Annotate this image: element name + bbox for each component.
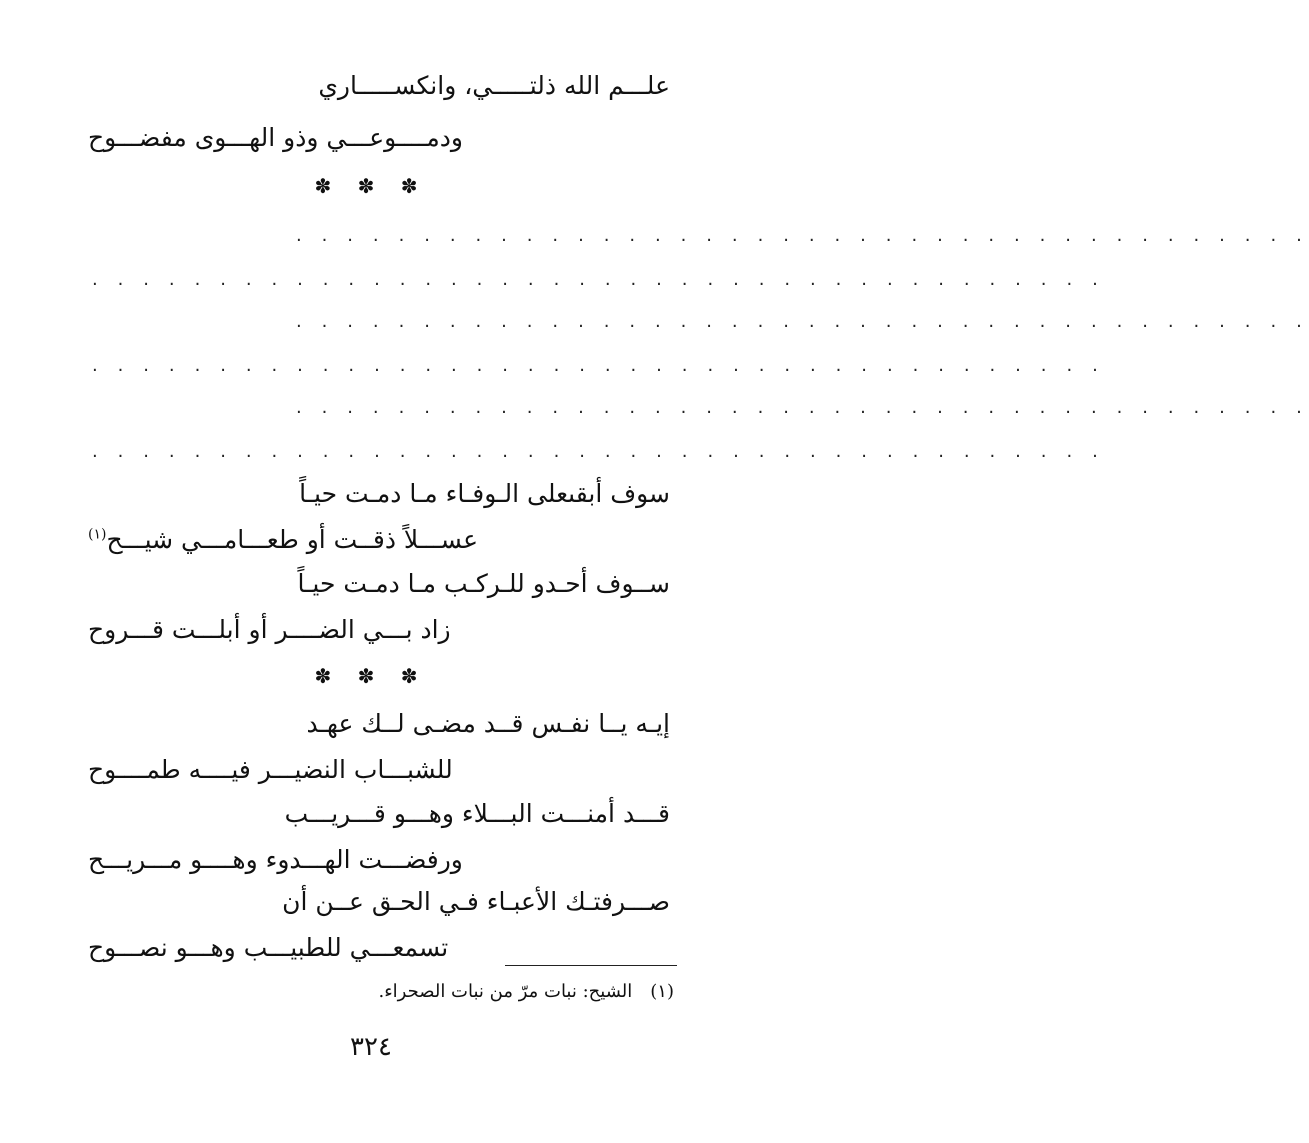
section-separator: ✽ ✽ ✽ xyxy=(314,664,428,688)
verse-line-5-first-hemistich: قـــد أمنـــت البـــلاء وهـــو قـــريـــب xyxy=(284,799,670,828)
omitted-verse-dots: . . . . . . . . . . . . . . . . . . . . . . . . . . . . . . . . . . . . . . . . xyxy=(296,311,1309,332)
verse-line-1-first-hemistich: علـــم الله ذلتـــــي، وانكســـــاري xyxy=(318,71,670,100)
verse-line-3-first-hemistich: ســوف أحـدو للـركـب مـا دمـت حيـاً xyxy=(297,569,670,598)
verse-line-3-second-hemistich: زاد بـــي الضــــر أو أبلـــت قـــروح xyxy=(88,615,451,644)
omitted-verse-dots: . . . . . . . . . . . . . . . . . . . . . . . . . . . . . . . . . . . . . . . . xyxy=(92,441,1105,462)
footnote-divider xyxy=(505,965,677,966)
verse-line-4-first-hemistich: إيـه يــا نفـس قــد مضـى لــك عهـد xyxy=(306,709,670,738)
omitted-verse-dots: . . . . . . . . . . . . . . . . . . . . . . . . . . . . . . . . . . . . . . . . xyxy=(296,397,1309,418)
footnote-text: الشيح: نبات مرّ من نبات الصحراء. xyxy=(378,981,633,1002)
footnote-reference: (١) xyxy=(88,526,107,543)
verse-line-1-second-hemistich: ودمــــوعـــي وذو الهـــوى مفضـــوح xyxy=(88,123,463,152)
footnote xyxy=(379,978,675,1006)
section-separator: ✽ ✽ ✽ xyxy=(314,174,428,198)
page-number: ٣٢٤ xyxy=(350,1032,392,1062)
verse-line-2-first-hemistich: سوف أبقىعلى الـوفـاء مـا دمـت حيـاً xyxy=(299,479,670,508)
verse-line-5-second-hemistich: ورفضـــت الهـــدوء وهــــو مـــريـــح xyxy=(88,845,463,874)
verse-line-6-second-hemistich: تسمعـــي للطبيـــب وهـــو نصـــوح xyxy=(88,933,449,962)
verse-text: عســـلاً ذقــت أو طعـــامـــي شيـــح xyxy=(106,525,479,554)
verse-line-6-first-hemistich: صـــرفتـك الأعبـاء فـي الحـق عــن أن xyxy=(282,887,670,916)
footnote-number: (١) xyxy=(650,981,674,1002)
omitted-verse-dots: . . . . . . . . . . . . . . . . . . . . . . . . . . . . . . . . . . . . . . . . xyxy=(92,269,1105,290)
omitted-verse-dots: . . . . . . . . . . . . . . . . . . . . . . . . . . . . . . . . . . . . . . . . xyxy=(92,355,1105,376)
verse-line-2-second-hemistich xyxy=(88,522,478,558)
omitted-verse-dots: . . . . . . . . . . . . . . . . . . . . . . . . . . . . . . . . . . . . . . . . xyxy=(296,225,1309,246)
verse-line-4-second-hemistich: للشبـــاب النضيـــر فيــــه طمــــوح xyxy=(88,755,453,784)
